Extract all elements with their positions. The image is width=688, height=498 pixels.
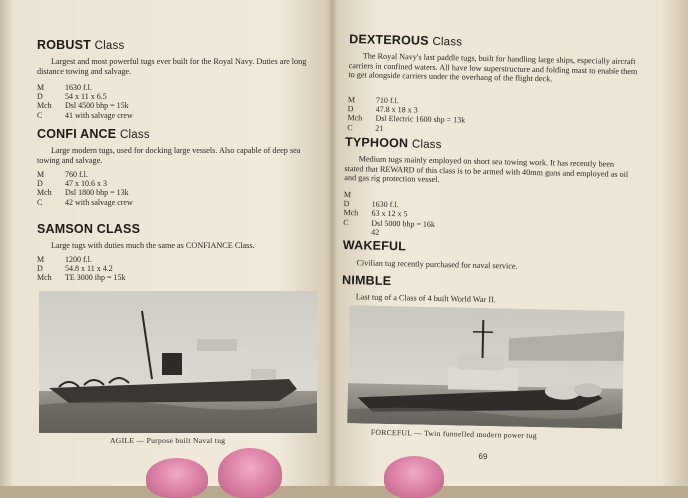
spec-row: D 47.8 x 18 x 3 bbox=[348, 104, 466, 116]
spec-row: C Dsl 5000 bhp = 16k bbox=[343, 218, 435, 229]
spec-row: D 1630 f.l. bbox=[344, 199, 436, 210]
tug-illustration bbox=[347, 305, 624, 429]
forceful-tug-photo bbox=[347, 305, 624, 429]
confiance-description: Large modern tugs, used for docking large vessels. Also capable of deep sea towing and salvage. bbox=[37, 146, 315, 166]
dexterous-description: The Royal Navy's last paddle tugs, built for handling large ships, especially aircraft carriers in confined waters. All have low superstructure and folding mast to enable them to get alongside carriers under the overhang of the flight deck. bbox=[348, 51, 639, 86]
spec-row: D 54.8 x 11 x 4.2 bbox=[37, 264, 126, 273]
wakeful-heading: WAKEFUL bbox=[343, 238, 406, 253]
forceful-photo-caption: FORCEFUL — Twin funnelled modern power tug bbox=[371, 428, 537, 440]
tug-illustration bbox=[39, 291, 317, 433]
finger bbox=[146, 458, 208, 498]
spec-row: Mch TE 3000 ihp = 15k bbox=[37, 273, 126, 282]
confiance-heading: CONFI ANCE Class bbox=[37, 127, 150, 141]
confiance-specs bbox=[37, 170, 133, 207]
typhoon-description: Medium tugs mainly employed on short sea towing work. It has recently been stated that REWARD of this class is to be armed with 40mm guns and employed as oil and gas rig protection vessel. bbox=[344, 154, 635, 189]
agile-tug-photo bbox=[39, 291, 317, 433]
finger bbox=[218, 448, 282, 498]
spec-row: C 41 with salvage crew bbox=[37, 111, 133, 120]
samson-heading: SAMSON CLASS bbox=[37, 222, 140, 236]
spec-row: M bbox=[344, 190, 436, 201]
spec-row: Mch Dsl 4500 bhp = 15k bbox=[37, 101, 133, 110]
spec-row: M 710 f.l. bbox=[348, 95, 466, 107]
spec-row: M 760 f.l. bbox=[37, 170, 133, 179]
spec-row: M 1630 f.l. bbox=[37, 83, 133, 92]
spec-row: M 1200 f.l. bbox=[37, 255, 126, 264]
typhoon-specs bbox=[343, 190, 436, 238]
samson-description: Large tugs with duties much the same as CONFIANCE Class. bbox=[37, 241, 317, 251]
left-page bbox=[30, 0, 320, 486]
finger bbox=[384, 456, 444, 498]
spec-row: C 21 bbox=[347, 123, 465, 135]
agile-photo-caption: AGILE — Purpose built Naval tug bbox=[110, 436, 225, 445]
spec-row: 42 bbox=[343, 227, 435, 238]
robust-description: Largest and most powerful tugs ever built for the Royal Navy. Duties are long distance towing and salvage. bbox=[37, 57, 315, 77]
spec-row: Mch 63 x 12 x 5 bbox=[343, 208, 435, 219]
page-number-right: 69 bbox=[478, 452, 487, 461]
dexterous-heading: DEXTEROUS Class bbox=[349, 32, 462, 48]
robust-heading: ROBUST Class bbox=[37, 38, 124, 52]
spec-row: Mch Dsl Electric 1600 shp = 13k bbox=[347, 114, 465, 126]
nimble-description: Last tug of a Class of 4 built World War II. bbox=[356, 292, 636, 308]
typhoon-heading: TYPHOON Class bbox=[345, 135, 442, 151]
robust-specs bbox=[37, 83, 133, 120]
right-page bbox=[334, 0, 644, 492]
samson-specs bbox=[37, 255, 126, 283]
dexterous-specs bbox=[347, 95, 465, 134]
spec-row: D 54 x 11 x 6.5 bbox=[37, 92, 133, 101]
spec-row: D 47 x 10.6 x 3 bbox=[37, 179, 133, 188]
spec-row: Mch Dsl 1800 bhp = 13k bbox=[37, 188, 133, 197]
wakeful-description: Civilian tug recently purchased for naval service. bbox=[356, 258, 636, 274]
nimble-heading: NIMBLE bbox=[342, 273, 391, 288]
spec-row: C 42 with salvage crew bbox=[37, 198, 133, 207]
